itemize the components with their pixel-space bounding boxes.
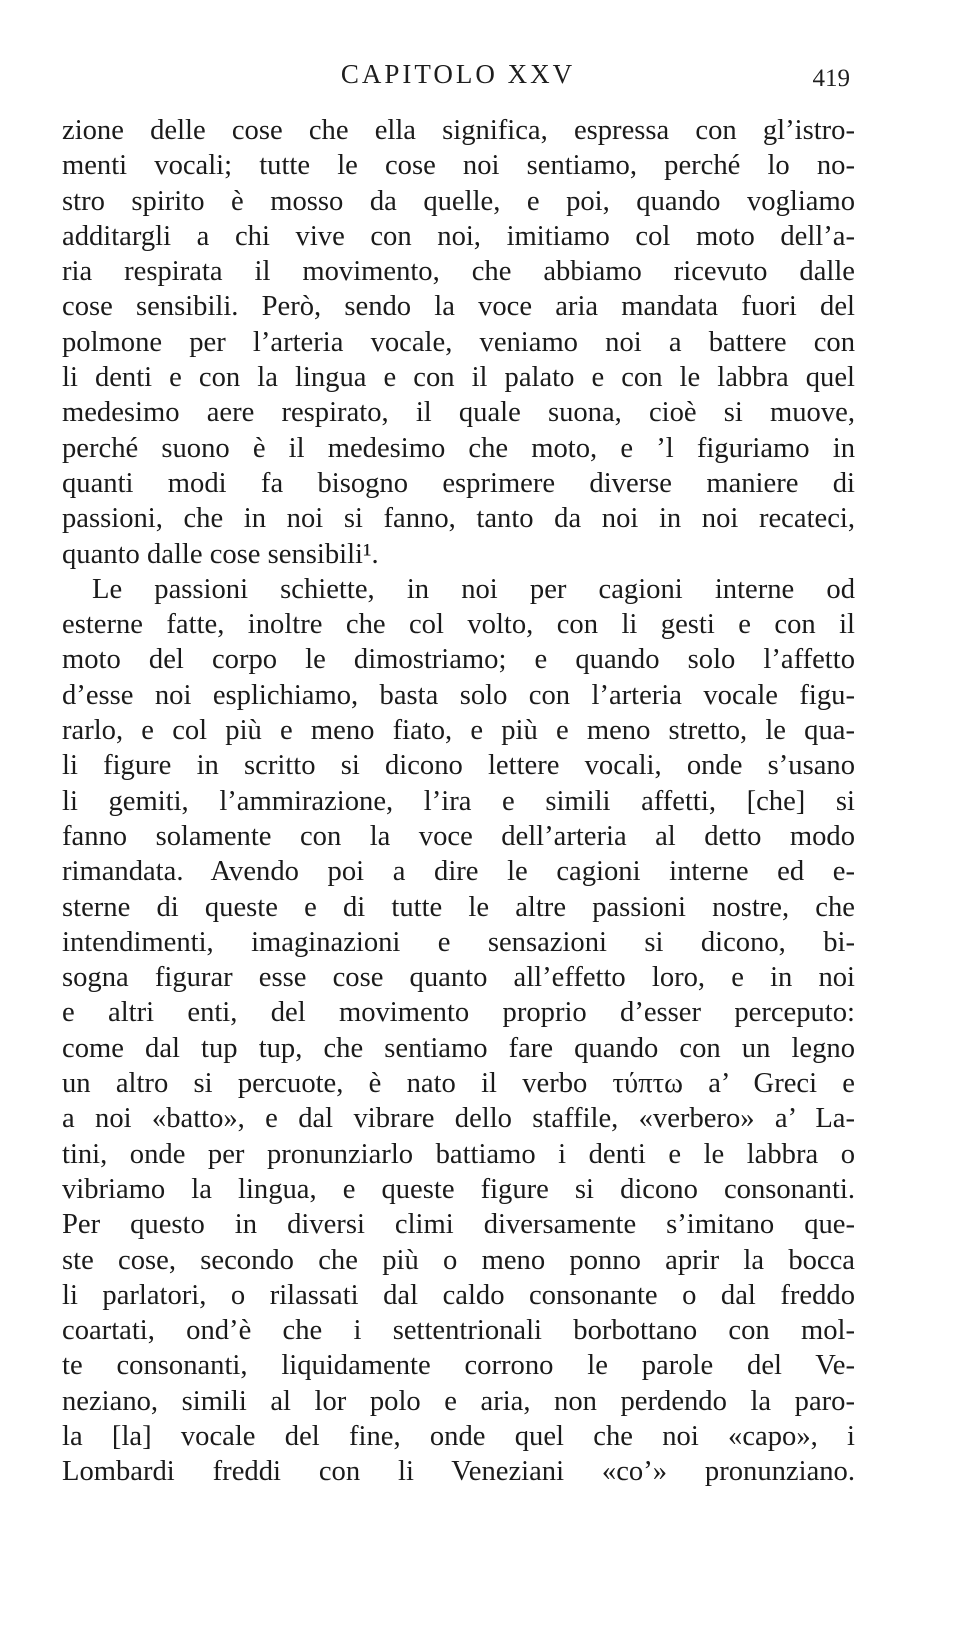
text-line: passioni, che in noi si fanno, tanto da noi in noi recateci, xyxy=(62,503,855,535)
text-line: Per questo in diversi climi diversamente s’imitano que- xyxy=(62,1209,855,1241)
text-line: li denti e con la lingua e con il palato e con le labbra quel xyxy=(62,362,855,394)
text-line: intendimenti, imaginazioni e sensazioni si dicono, bi- xyxy=(62,926,855,958)
text-line: stro spirito è mosso da quelle, e poi, quando vogliamo xyxy=(62,185,855,217)
text-line: sterne di queste e di tutte le altre passioni nostre, che xyxy=(62,891,855,923)
text-line: fanno solamente con la voce dell’arteria al detto modo xyxy=(62,820,855,852)
text-line: te consonanti, liquidamente corrono le parole del Ve- xyxy=(62,1350,855,1382)
text-line: ste cose, secondo che più o meno ponno aprir la bocca xyxy=(62,1244,855,1276)
text-line: ria respirata il movimento, che abbiamo ricevuto dalle xyxy=(62,256,855,288)
text-line: rimandata. Avendo poi a dire le cagioni interne ed e- xyxy=(62,856,855,888)
body-text xyxy=(62,113,855,1490)
chapter-title: CAPITOLO XXV xyxy=(340,59,576,89)
text-line: medesimo aere respirato, il quale suona, cioè si muove, xyxy=(62,397,855,429)
text-line: quanto dalle cose sensibili¹. xyxy=(62,538,379,570)
text-line: sogna figurar esse cose quanto all’effetto loro, e in noi xyxy=(62,962,855,994)
text-line: un altro si percuote, è nato il verbo τύπτω a’ Greci e xyxy=(62,1068,855,1100)
text-line: tini, onde per pronunziarlo battiamo i denti e le labbra o xyxy=(62,1138,855,1170)
text-line: perché suono è il medesimo che moto, e ’l figuriamo in xyxy=(62,432,855,464)
text-line: menti vocali; tutte le cose noi sentiamo, perché lo no- xyxy=(62,150,855,182)
text-line: li figure in scritto si dicono lettere vocali, onde s’usano xyxy=(62,750,855,782)
text-line: moto del corpo le dimostriamo; e quando solo l’affetto xyxy=(62,644,855,676)
text-line: neziano, simili al lor polo e aria, non perdendo la paro- xyxy=(62,1385,855,1417)
text-line: la [la] vocale del fine, onde quel che noi «capo», i xyxy=(62,1420,855,1452)
page-number: 419 xyxy=(812,65,850,92)
text-line: quanti modi fa bisogno esprimere diverse maniere di xyxy=(62,467,855,499)
text-line: esterne fatte, inoltre che col volto, con li gesti e con il xyxy=(62,609,855,641)
text-line: polmone per l’arteria vocale, veniamo noi a battere con xyxy=(62,326,855,358)
text-line: Lombardi freddi con li Veneziani «co’» pronunziano. xyxy=(62,1456,855,1488)
paragraph-first-line: Le passioni schiette, in noi per cagioni interne od xyxy=(92,573,855,605)
text-line: coartati, ond’è che i settentrionali borbottano con mol- xyxy=(62,1315,855,1347)
text-line: cose sensibili. Però, sendo la voce aria mandata fuori del xyxy=(62,291,855,323)
text-line: li parlatori, o rilassati dal caldo consonante o dal freddo xyxy=(62,1279,855,1311)
text-line: d’esse noi esplichiamo, basta solo con l’arteria vocale figu- xyxy=(62,679,855,711)
text-line: come dal tup tup, che sentiamo fare quando con un legno xyxy=(62,1032,855,1064)
text-line: a noi «batto», e dal vibrare dello staffile, «verbero» a’ La- xyxy=(62,1103,855,1135)
running-head xyxy=(62,55,854,95)
text-line: zione delle cose che ella significa, espressa con gl’istro- xyxy=(62,115,855,146)
text-line: additargli a chi vive con noi, imitiamo col moto dell’a- xyxy=(62,220,855,252)
text-line: vibriamo la lingua, e queste figure si dicono consonanti. xyxy=(62,1173,855,1205)
text-line: e altri enti, del movimento proprio d’esser perceputo: xyxy=(62,997,855,1029)
text-line: rarlo, e col più e meno fiato, e più e meno stretto, le qua- xyxy=(62,715,855,747)
text-line: li gemiti, l’ammirazione, l’ira e simili affetti, [che] si xyxy=(62,785,855,817)
